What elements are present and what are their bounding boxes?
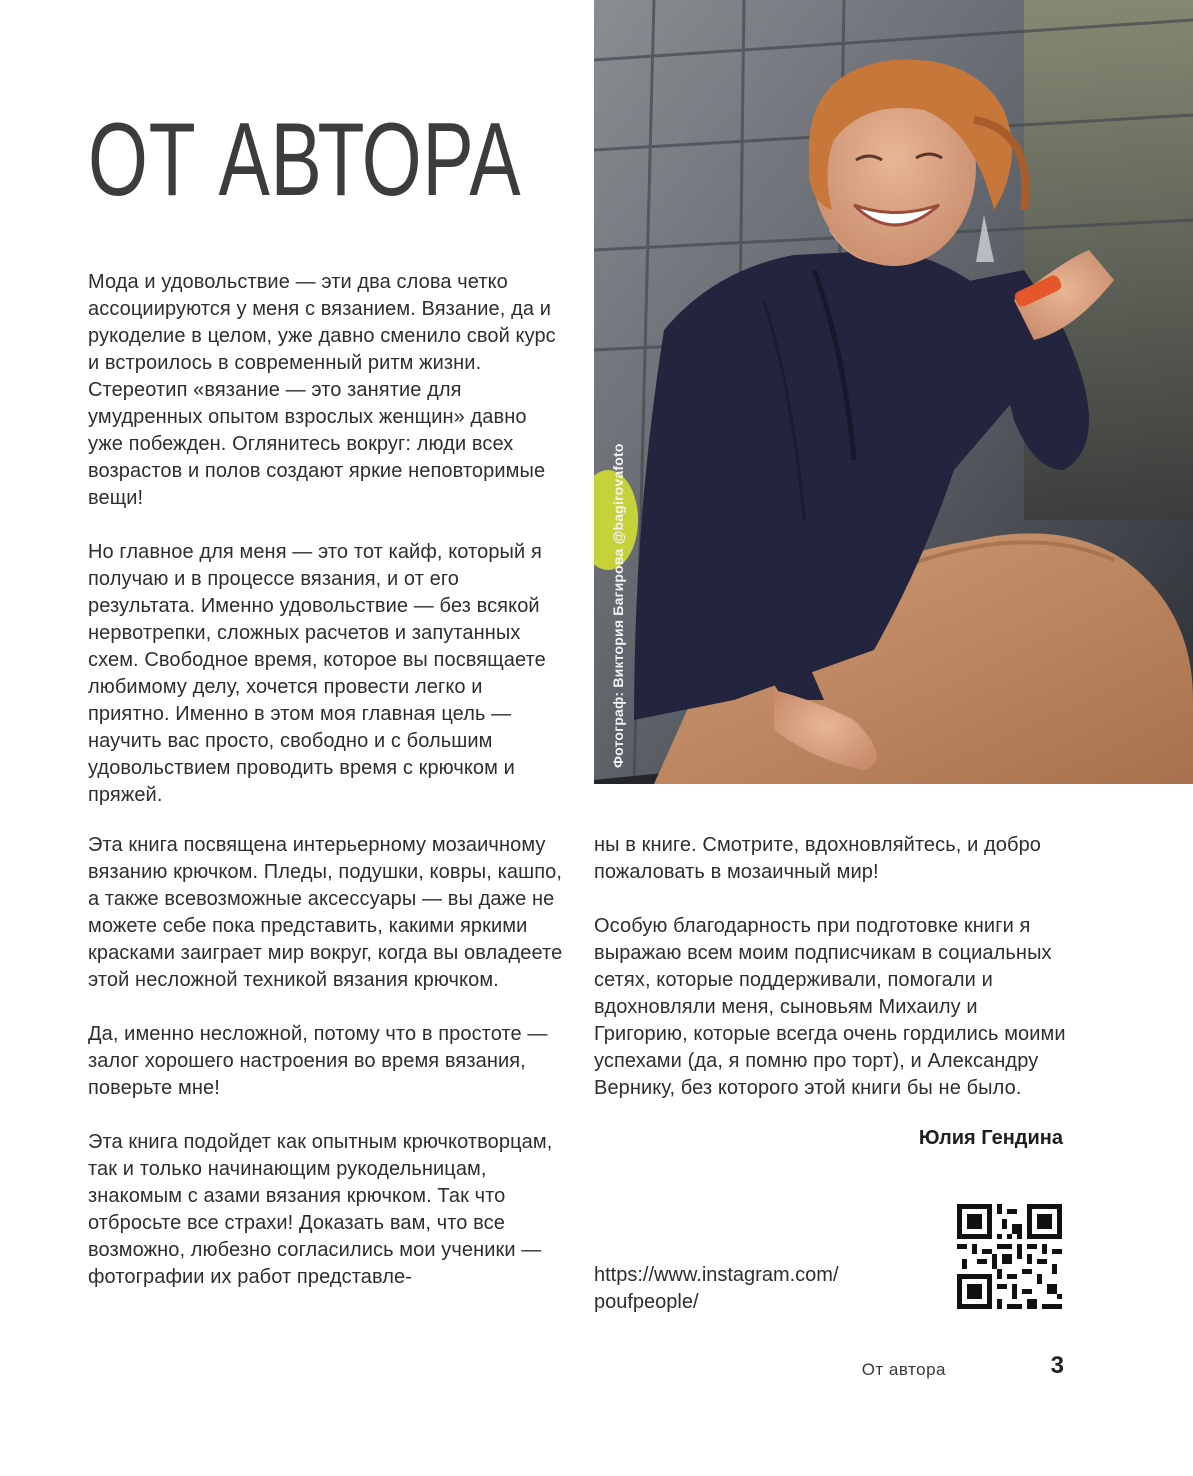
page-number: 3 [1050,1352,1064,1379]
author-portrait-illustration [594,0,1193,784]
photo-credit: Фотограф: Виктория Багирова @bagirovafoto [610,443,626,768]
qr-code-icon[interactable] [957,1204,1062,1309]
instagram-link-line: https://www.instagram.com/ [594,1264,839,1286]
author-signature: Юлия Гендина [918,1127,1063,1149]
page-title: ОТ АВТОРА [88,102,522,218]
paragraph: Да, именно несложной, потому что в простоте — залог хорошего настроения во время вязания, поверьте мне! [88,1023,548,1099]
paragraph: ны в книге. Смотрите, вдохновляйтесь, и добро пожаловать в мозаичный мир! [594,834,1042,883]
intro-column-bottom [88,832,564,1291]
instagram-link[interactable] [594,1262,839,1316]
intro-column-right [594,832,1070,1102]
paragraph: Эта книга посвящена интерьерному мозаичному вязанию крючком. Пледы, подушки, ковры, кашпо, а также всевозможные аксессуары — вы даже не можете себе пока представить, какими яркими красками заиграет мир вокруг, когда вы овладеете этой несложной техникой вязания крючком. [88,834,563,991]
paragraph: Эта книга подойдет как опытным крючкотворцам, так и только начинающим рукодельницам, знакомым с азами вязания крючком. Так что отбросьте все страхи! Доказать вам, что все возможно, любезно согласились мои ученики — фотографии их работ представле- [88,1131,553,1288]
instagram-link-line: poufpeople/ [594,1291,699,1313]
paragraph: Но главное для меня — это тот кайф, который я получаю и в процессе вязания, и от его результата. Именно удовольствие — без всякой нервотрепки, сложных расчетов и запутанных схем. Свободное время, которое вы посвящаете любимому делу, хочется провести легко и приятно. Именно в этом моя главная цель — научить вас просто, свободно и с большим удовольствием проводить время с крючком и пряжей. [88,541,546,806]
paragraph: Мода и удовольствие — эти два слова четко ассоциируются у меня с вязанием. Вязание, да и рукоделие в целом, уже давно сменило свой курс и встроилось в современный ритм жизни. Стереотип «вязание — это занятие для умудренных опытом взрослых женщин» давно уже побежден. Оглянитесь вокруг: люди всех возрастов и полов создают яркие неповторимые вещи! [88,271,556,509]
intro-column-top [88,269,564,809]
author-photo [594,0,1193,784]
paragraph: Особую благодарность при подготовке книги я выражаю всем моим подписчикам в социальных сетях, которые поддерживали, помогали и вдохновляли меня, сыновьям Михаилу и Григорию, которые всегда очень гордились моими успехами (да, я помню про торт), и Александру Вернику, без которого этой книги бы не было. [594,915,1066,1099]
running-footer: От автора [861,1360,946,1379]
